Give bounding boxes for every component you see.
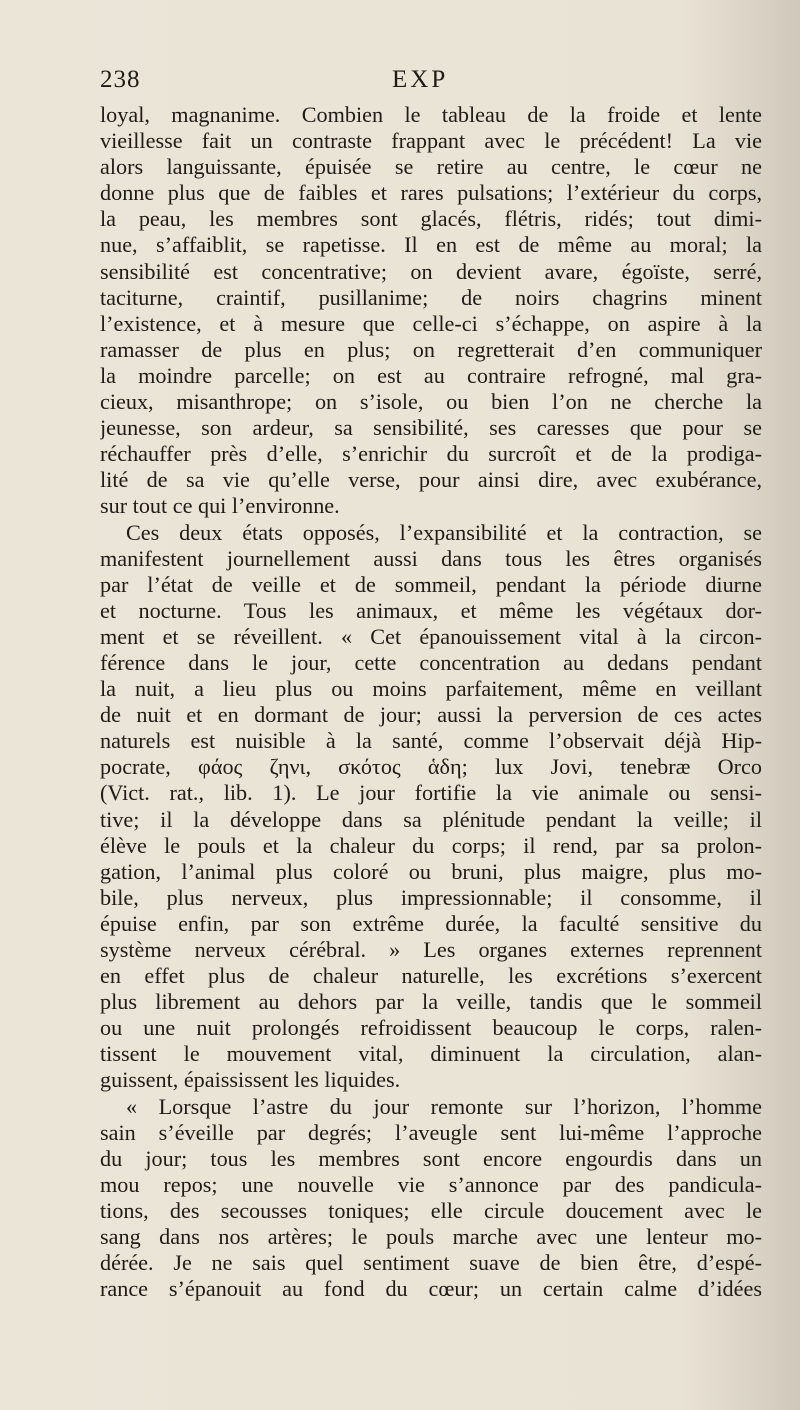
text-line: tive; il la développe dans sa plénitude pendant la veille; il (100, 806, 762, 832)
text-line: naturels est nuisible à la santé, comme l’observait déjà Hip- (100, 728, 762, 754)
text-line: ramasser de plus en plus; on regretterait d’en communiquer (100, 336, 762, 362)
text-line: tissent le mouvement vital, diminuent la circulation, alan- (100, 1041, 762, 1067)
text-line: de nuit et en dormant de jour; aussi la perversion de ces actes (100, 702, 762, 728)
text-line: élève le pouls et la chaleur du corps; il rend, par sa prolon- (100, 832, 762, 858)
text-line: sain s’éveille par degrés; l’aveugle sent lui-même l’approche (100, 1119, 762, 1145)
paragraph-first-line: Ces deux états opposés, l’expansibilité et la contraction, se (126, 519, 762, 545)
paragraph-first-line: « Lorsque l’astre du jour remonte sur l’horizon, l’homme (126, 1093, 762, 1119)
text-line: plus librement au dehors par la veille, tandis que le sommeil (100, 989, 762, 1015)
text-line: dérée. Je ne sais quel sentiment suave de bien être, d’espé- (100, 1250, 762, 1276)
page-number: 238 (100, 66, 141, 93)
text-line: sang dans nos artères; le pouls marche avec une lenteur mo- (100, 1224, 762, 1250)
text-line: la nuit, a lieu plus ou moins parfaitement, même en veillant (100, 676, 762, 702)
text-line: taciturne, craintif, pusillanime; de noirs chagrins minent (100, 284, 762, 310)
text-line: manifestent journellement aussi dans tous les êtres organisés (100, 545, 762, 571)
text-line: alors languissante, épuisée se retire au centre, le cœur ne (100, 154, 762, 180)
text-line: la moindre parcelle; on est au contraire refrogné, mal gra- (100, 362, 762, 388)
text-line: férence dans le jour, cette concentration au dedans pendant (100, 649, 762, 675)
page-header (100, 66, 760, 100)
text-line: (Vict. rat., lib. 1). Le jour fortifie la vie animale ou sensi- (100, 780, 762, 806)
text-line: jeunesse, son ardeur, sa sensibilité, ses caresses que pour se (100, 415, 762, 441)
text-line: sensibilité est concentrative; on devient avare, égoïste, serré, (100, 258, 762, 284)
text-line: système nerveux cérébral. » Les organes externes reprennent (100, 937, 762, 962)
paragraph-end-line: guissent, épaississent les liquides. (100, 1067, 401, 1093)
text-line: et nocturne. Tous les animaux, et même les végétaux dor- (100, 597, 762, 623)
text-line: nue, s’affaiblit, se rapetisse. Il en est de même au moral; la (100, 232, 762, 258)
text-line: épuise enfin, par son extrême durée, la faculté sensitive du (100, 910, 762, 936)
text-line: tions, des secousses toniques; elle circule doucement avec le (100, 1197, 762, 1223)
running-head: EXP (392, 66, 449, 93)
text-line: rance s’épanouit au fond du cœur; un certain calme d’idées (100, 1276, 762, 1302)
text-line: donne plus que de faibles et rares pulsations; l’extérieur du corps, (100, 180, 762, 206)
body-text (100, 102, 762, 1302)
text-line: en effet plus de chaleur naturelle, les excrétions s’exercent (100, 963, 762, 989)
text-line: cieux, misanthrope; on s’isole, ou bien l’on ne cherche la (100, 389, 762, 415)
text-line: bile, plus nerveux, plus impressionnable; il consomme, il (100, 884, 762, 910)
text-line: réchauffer près d’elle, s’enrichir du surcroît et de la prodiga- (100, 441, 762, 467)
text-line: lité de sa vie qu’elle verse, pour ainsi dire, avec exubérance, (100, 467, 762, 493)
text-line: ou une nuit prolongés refroidissent beaucoup le corps, ralen- (100, 1015, 762, 1041)
text-line: loyal, magnanime. Combien le tableau de la froide et lente (100, 102, 762, 127)
text-line: vieillesse fait un contraste frappant avec le précédent! La vie (100, 128, 762, 154)
text-line: du jour; tous les membres sont encore engourdis dans un (100, 1145, 762, 1171)
text-line: par l’état de veille et de sommeil, pendant la période diurne (100, 571, 762, 597)
text-line: la peau, les membres sont glacés, flétris, ridés; tout dimi- (100, 206, 762, 232)
paragraph-end-line: sur tout ce qui l’environne. (100, 493, 340, 519)
text-line: gation, l’animal plus coloré ou bruni, plus maigre, plus mo- (100, 858, 762, 884)
text-line: pocrate, φάος ζηνι, σκότος ἁδη; lux Jovi, tenebræ Orco (100, 754, 762, 780)
text-line: mou repos; une nouvelle vie s’annonce par des pandicula- (100, 1171, 762, 1197)
text-line: ment et se réveillent. « Cet épanouissement vital à la circon- (100, 623, 762, 649)
text-line: l’existence, et à mesure que celle-ci s’échappe, on aspire à la (100, 310, 762, 336)
